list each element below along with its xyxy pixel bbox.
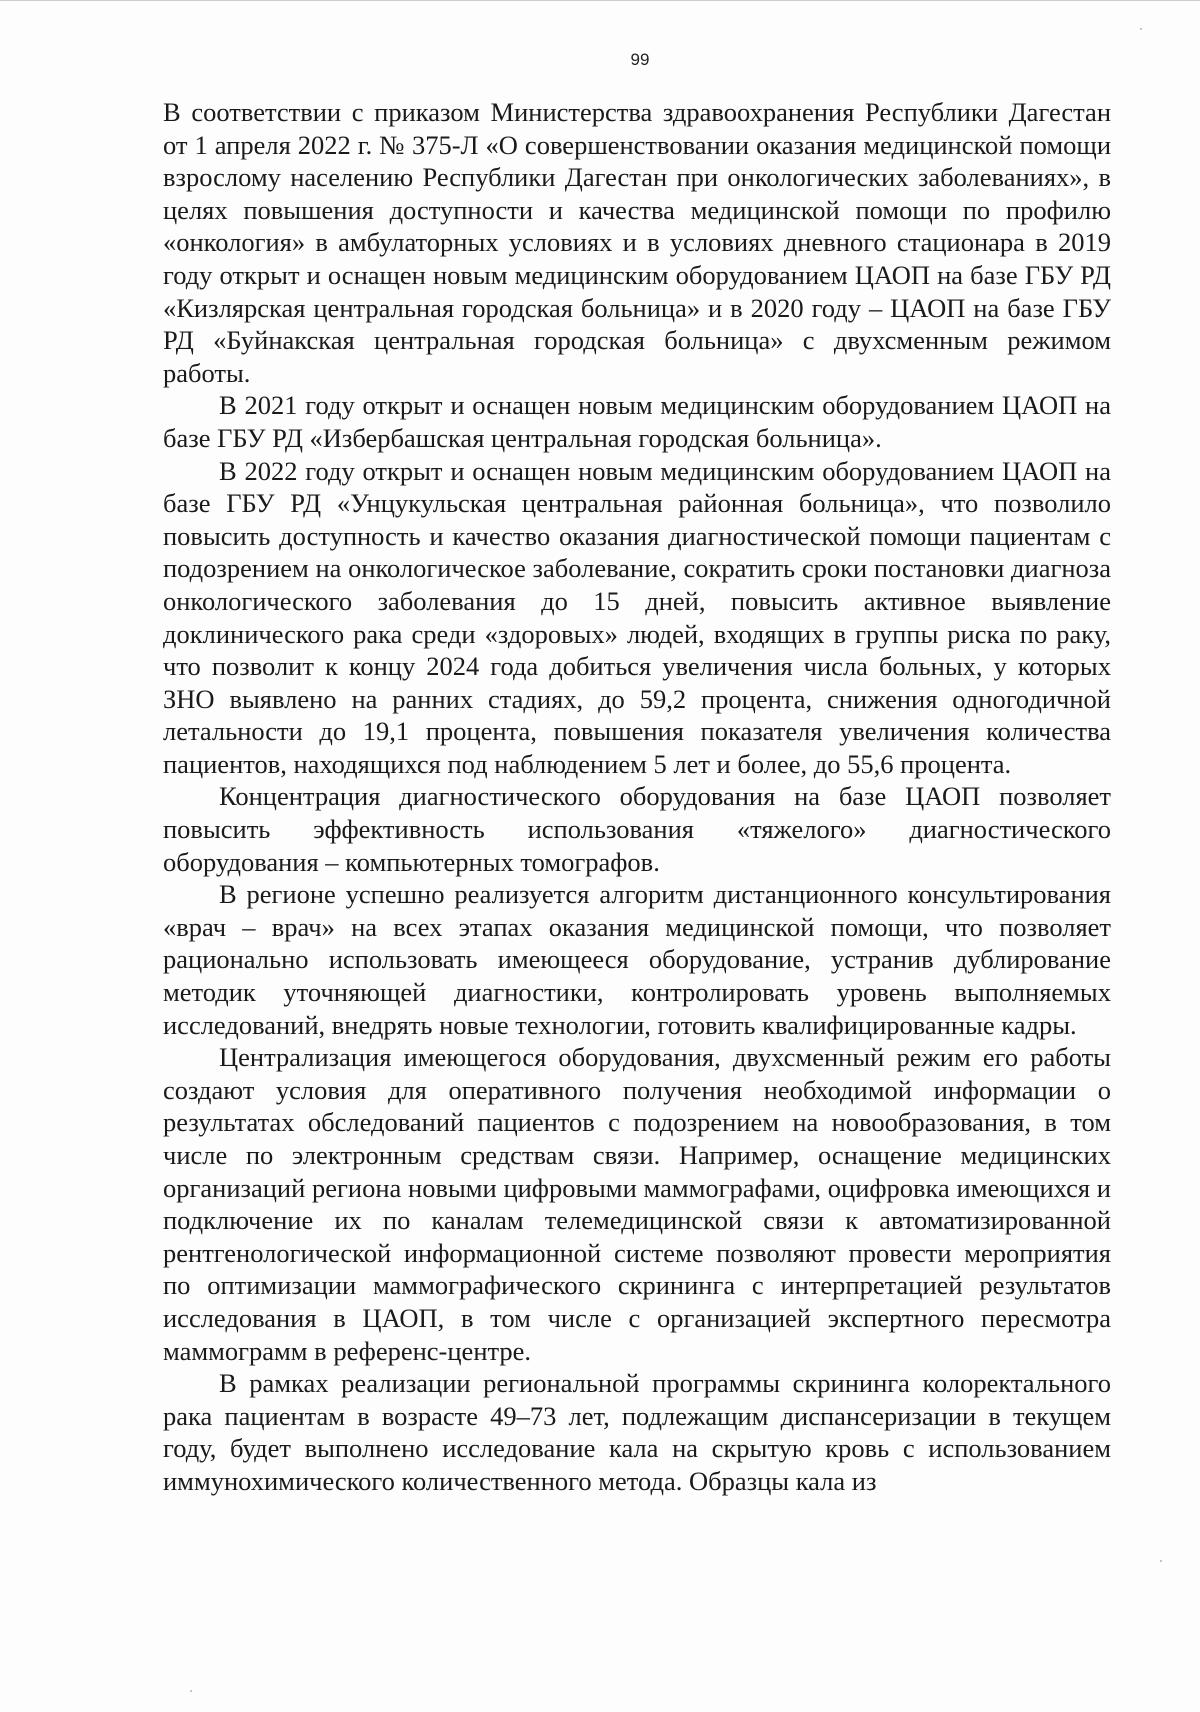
paragraph: В соответствии с приказом Министерства здравоохранения Республики Дагестан от 1 апреля 2022 г. № 375-Л «О совершенствовании оказания медицинской помощи взрослому населению Республики Дагестан при онкологических заболеваниях», в целях повышения доступности и качества медицинской помощи по профилю «онкология» в амбулаторных условиях и в условиях дневного стационара в 2019 году открыт и оснащен новым медицинским оборудованием ЦАОП на базе ГБУ РД «Кизлярская центральная городская больница» и в 2020 году – ЦАОП на базе ГБУ РД «Буйнакская центральная городская больница» с двухсменным режимом работы. xyxy=(163,97,1111,388)
scan-edge-line xyxy=(0,0,1200,1)
paragraph: Централизация имеющегося оборудования, двухсменный режим его работы создают условия для оперативного получения необходимой информации о результатах обследований пациентов с подозрением на новообразования, в том числе по электронным средствам связи. Например, оснащение медицинских организаций региона новыми цифровыми маммографами, оцифровка имеющихся и подключение их по каналам телемедицинской связи к автоматизированной рентгенологической информационной системе позволяют провести мероприятия по оптимизации маммографического скрининга с интерпретацией результатов исследования в ЦАОП, в том числе с организацией экспертного пересмотра маммограмм в референс-центре. xyxy=(163,1042,1111,1366)
paragraph: Концентрация диагностического оборудования на базе ЦАОП позволяет повысить эффективность использования «тяжелого» диагностического оборудования – компьютерных томографов. xyxy=(163,781,1111,877)
page-number: 99 xyxy=(630,50,650,69)
document-body xyxy=(163,96,1111,1498)
scan-speck xyxy=(190,1690,192,1692)
scan-speck xyxy=(1160,1560,1162,1562)
scan-speck xyxy=(1140,28,1142,30)
paragraph: В регионе успешно реализуется алгоритм дистанционного консультирования «врач – врач» на всех этапах оказания медицинской помощи, что позволяет рационально использовать имеющееся оборудование, устранив дублирование методик уточняющей диагностики, контролировать уровень выполняемых исследований, внедрять новые технологии, готовить квалифицированные кадры. xyxy=(163,879,1111,1040)
paragraph: В 2022 году открыт и оснащен новым медицинским оборудованием ЦАОП на базе ГБУ РД «Унцукульская центральная районная больница», что позволило повысить доступность и качество оказания диагностической помощи пациентам с подозрением на онкологическое заболевание, сократить сроки постановки диагноза онкологического заболевания до 15 дней, повысить активное выявление доклинического рака среди «здоровых» людей, входящих в группы риска по раку, что позволит к концу 2024 года добиться увеличения числа больных, у которых ЗНО выявлено на ранних стадиях, до 59,2 процента, снижения одногодичной летальности до 19,1 процента, повышения показателя увеличения количества пациентов, находящихся под наблюдением 5 лет и более, до 55,6 процента. xyxy=(163,455,1111,779)
paragraph: В 2021 году открыт и оснащен новым медицинским оборудованием ЦАОП на базе ГБУ РД «Избербашская центральная городская больница». xyxy=(163,390,1111,453)
paragraph: В рамках реализации региональной программы скрининга колоректального рака пациентам в возрасте 49–73 лет, подлежащим диспансеризации в текущем году, будет выполнено исследование кала на скрытую кровь с использованием иммунохимического количественного метода. Образцы кала из xyxy=(163,1368,1111,1496)
